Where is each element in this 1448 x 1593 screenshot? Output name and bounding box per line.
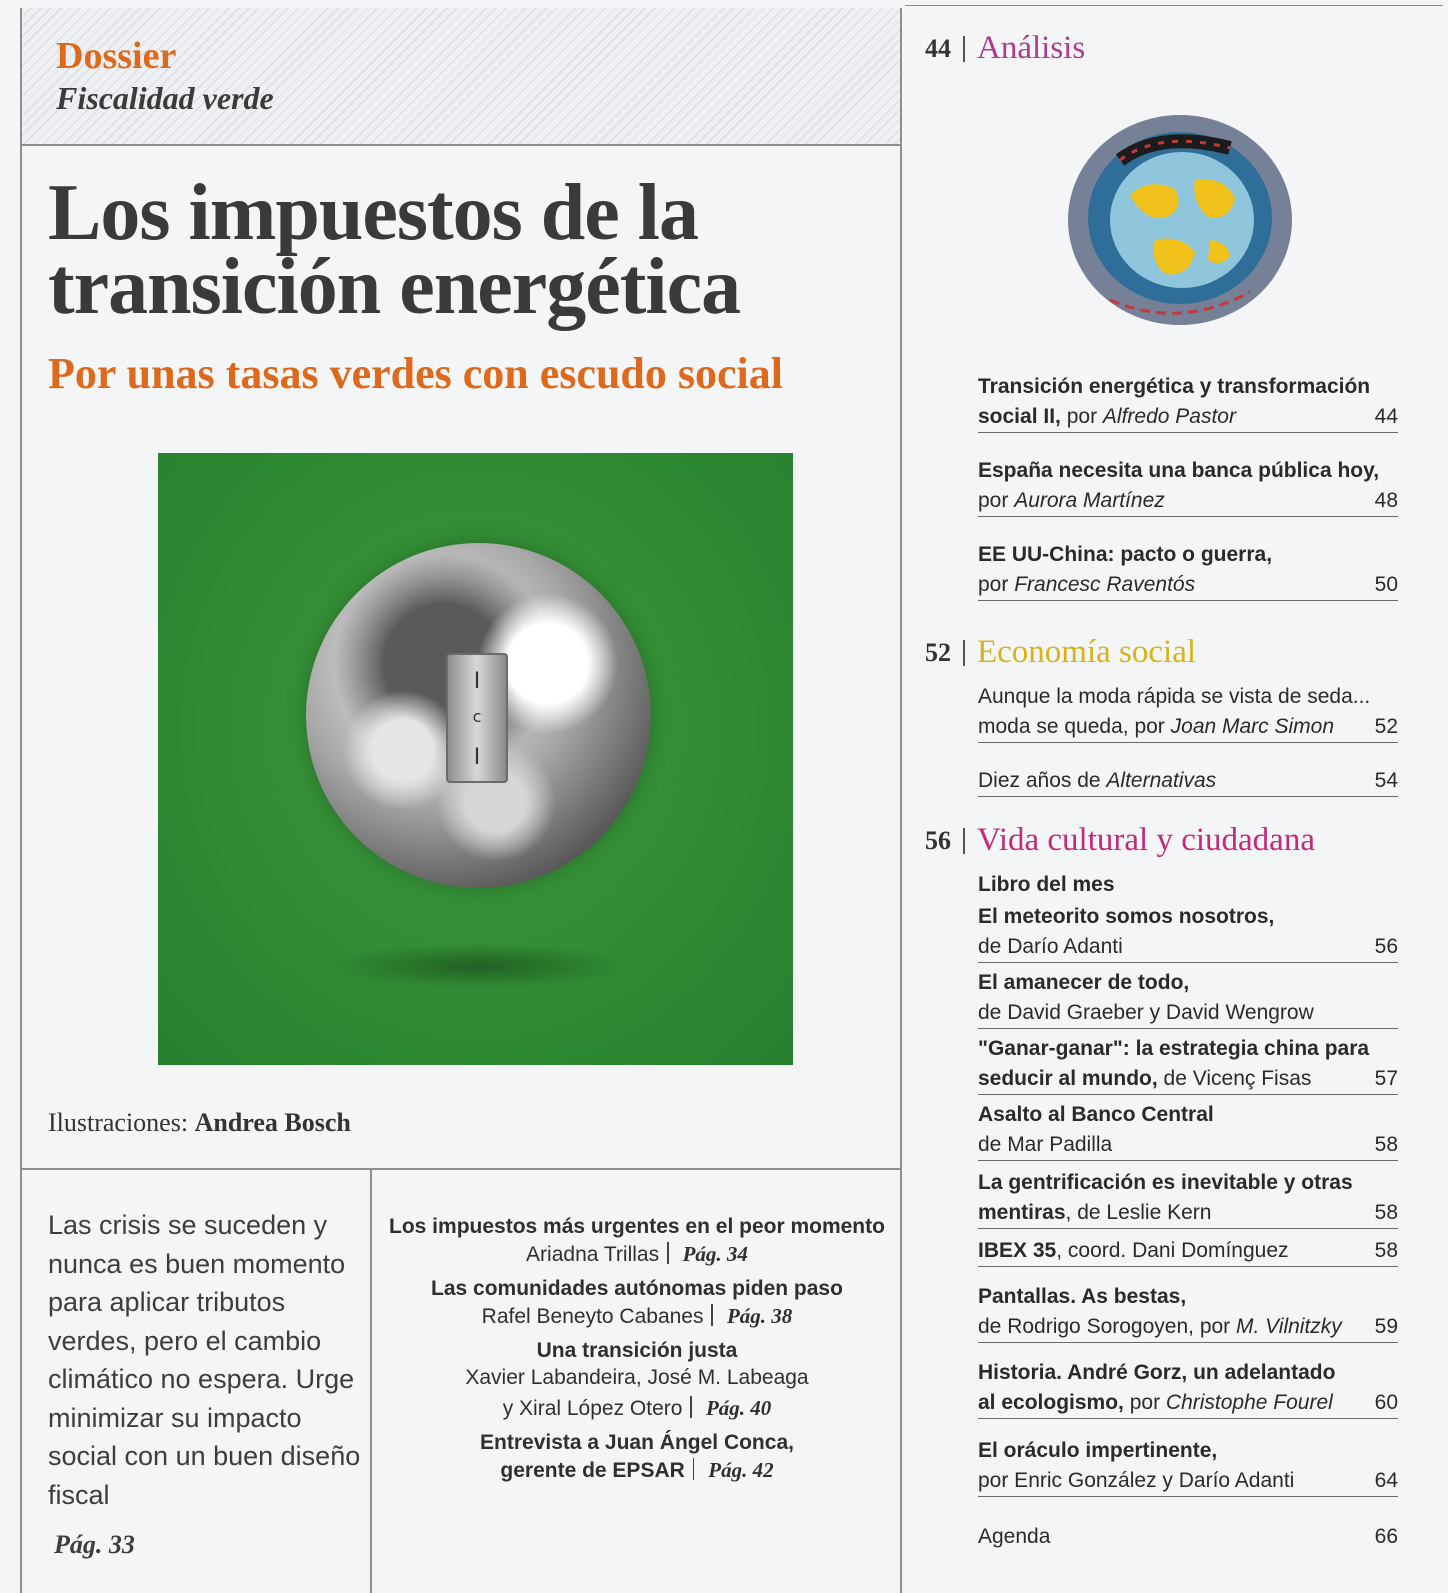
toc-title: "Ganar-ganar": la estrategia china para (978, 1037, 1370, 1060)
toc-page-number: 50 (1374, 573, 1398, 596)
blurb-page-ref[interactable]: Pág. 33 (54, 1530, 135, 1559)
toc-page-number: 58 (1374, 1239, 1398, 1262)
earth-globe-image (306, 543, 651, 888)
dossier-article[interactable] (374, 1214, 900, 1270)
toc-title: Pantallas. As bestas, (978, 1285, 1187, 1308)
article-title: Una transición justa (536, 1339, 738, 1362)
article-title: Las comunidades autónomas piden paso (431, 1277, 843, 1300)
switch-symbol: c (472, 707, 482, 726)
section-header-economia (925, 634, 1196, 671)
section-number: 52 (925, 637, 951, 667)
toc-item[interactable]: IBEX 35, coord. Dani Domínguez 58 (978, 1236, 1398, 1267)
toc-title: Transición energética y transformación (978, 375, 1371, 398)
subheadline: Por unas tasas verdes con escudo social (48, 349, 783, 398)
section-title: Vida cultural y ciudadana (977, 822, 1315, 858)
article-author: Rafel Beneyto Cabanes (481, 1305, 704, 1328)
dossier-header (22, 8, 900, 146)
illustration-credit (48, 1108, 351, 1138)
switch-symbol: I (473, 745, 481, 770)
dossier-subtitle: Fiscalidad verde (56, 80, 274, 116)
toc-title: El amanecer de todo, (978, 971, 1190, 994)
toc-page-number: 58 (1374, 1201, 1398, 1224)
toc-title: Aunque la moda rápida se vista de seda... (978, 685, 1371, 708)
toc-item[interactable]: Historia. André Gorz, un adelantado al ecologismo, por Christophe Fourel 60 (978, 1358, 1398, 1419)
article-title: Los impuestos más urgentes en el peor momento (389, 1215, 885, 1238)
article-author: y Xiral López Otero (502, 1397, 683, 1420)
credit-name: Andrea Bosch (194, 1108, 351, 1137)
article-author: gerente de EPSAR (500, 1459, 685, 1482)
toc-item[interactable]: Transición energética y transformación social II, por Alfredo Pastor 44 (978, 372, 1398, 433)
toc-item[interactable]: Aunque la moda rápida se vista de seda... moda se queda, por Joan Marc Simon 52 (978, 682, 1398, 743)
toc-page-number: 56 (1374, 935, 1398, 958)
toc-page-number: 66 (1374, 1525, 1398, 1548)
toc-page-number: 60 (1374, 1391, 1398, 1414)
toc-title: Historia. André Gorz, un adelantado (978, 1361, 1336, 1384)
credit-prefix: Ilustraciones: (48, 1108, 189, 1137)
cover-illustration (158, 453, 793, 1065)
toc-item[interactable]: El amanecer de todo, de David Graeber y David Wengrow (978, 968, 1398, 1029)
toc-item[interactable]: El oráculo impertinente, por Enric González y Darío Adanti 64 (978, 1436, 1398, 1497)
toc-page-number (1390, 998, 1398, 1028)
section-title: Economía social (977, 634, 1197, 670)
dossier-articles (374, 1214, 900, 1492)
section-header-vida (925, 822, 1315, 859)
toc-item[interactable]: La gentrificación es inevitable y otras mentiras, de Leslie Kern 58 (978, 1168, 1398, 1229)
headline: Los impuestos de la transición energética (48, 169, 741, 331)
dossier-label: Dossier (56, 35, 177, 77)
toc-page-number: 59 (1374, 1315, 1398, 1338)
power-switch-icon (446, 653, 508, 783)
toc-title: EE UU-China: pacto o guerra, (978, 543, 1273, 566)
article-title: Entrevista a Juan Ángel Conca, (480, 1431, 794, 1454)
toc-page-number: 54 (1374, 769, 1398, 792)
toc-item[interactable]: Pantallas. As bestas, de Rodrigo Sorogoyen, por M. Vilnitzky 59 (978, 1282, 1398, 1343)
dossier-article[interactable] (374, 1430, 900, 1486)
article-author: Ariadna Trillas (526, 1243, 660, 1266)
toc-item[interactable]: Asalto al Banco Central de Mar Padilla 58 (978, 1100, 1398, 1161)
toc-page-number: 57 (1374, 1067, 1398, 1090)
libro-del-mes-label: Libro del mes (978, 873, 1115, 896)
article-page: Pág. 40 (705, 1396, 772, 1420)
toc-item[interactable]: Agenda 66 (978, 1522, 1398, 1552)
article-page: Pág. 34 (682, 1242, 748, 1266)
toc-item[interactable]: El meteorito somos nosotros, de Darío Adanti 56 (978, 902, 1398, 963)
toc-page-number: 48 (1374, 489, 1398, 512)
dossier-article[interactable] (374, 1338, 900, 1424)
dossier-article[interactable] (374, 1276, 900, 1332)
toc-page-number: 44 (1374, 405, 1398, 428)
toc-item[interactable]: España necesita una banca pública hoy, por Aurora Martínez 48 (978, 456, 1398, 517)
toc-page-number: 52 (1374, 715, 1398, 738)
dossier-blurb: Las crisis se suceden y nunca es buen momento para aplicar tributos verdes, pero el cambio climático no espera. Urge minimizar su impacto social con un buen diseño fiscal (48, 1210, 361, 1510)
globe-sketch-illustration (1060, 100, 1300, 340)
dossier-summary-box (22, 1168, 900, 1593)
top-rule (905, 5, 1443, 6)
dossier-column (20, 8, 902, 1593)
section-number: 56 (925, 825, 951, 855)
article-page: Pág. 42 (708, 1458, 774, 1482)
section-title: Análisis (977, 30, 1086, 66)
toc-item[interactable]: Diez años de Alternativas 54 (978, 766, 1398, 797)
globe-shadow (328, 943, 628, 989)
toc-page-number: 64 (1374, 1469, 1398, 1492)
blurb-column (22, 1170, 372, 1593)
toc-page-number: 58 (1374, 1133, 1398, 1156)
toc-title: La gentrificación es inevitable y otras (978, 1171, 1353, 1194)
section-number: 44 (925, 33, 951, 63)
toc-item[interactable]: "Ganar-ganar": la estrategia china para seducir al mundo, de Vicenç Fisas 57 (978, 1034, 1398, 1095)
toc-title: Asalto al Banco Central (978, 1103, 1214, 1126)
toc-title: El oráculo impertinente, (978, 1439, 1218, 1462)
toc-item[interactable]: EE UU-China: pacto o guerra, por Francesc Raventós 50 (978, 540, 1398, 601)
toc-title: El meteorito somos nosotros, (978, 905, 1275, 928)
switch-symbol: I (473, 669, 481, 694)
article-author-line: Xavier Labandeira, José M. Labeaga (465, 1366, 809, 1389)
toc-title: España necesita una banca pública hoy, (978, 459, 1380, 482)
section-header-analisis (925, 30, 1085, 67)
article-page: Pág. 38 (726, 1304, 793, 1328)
